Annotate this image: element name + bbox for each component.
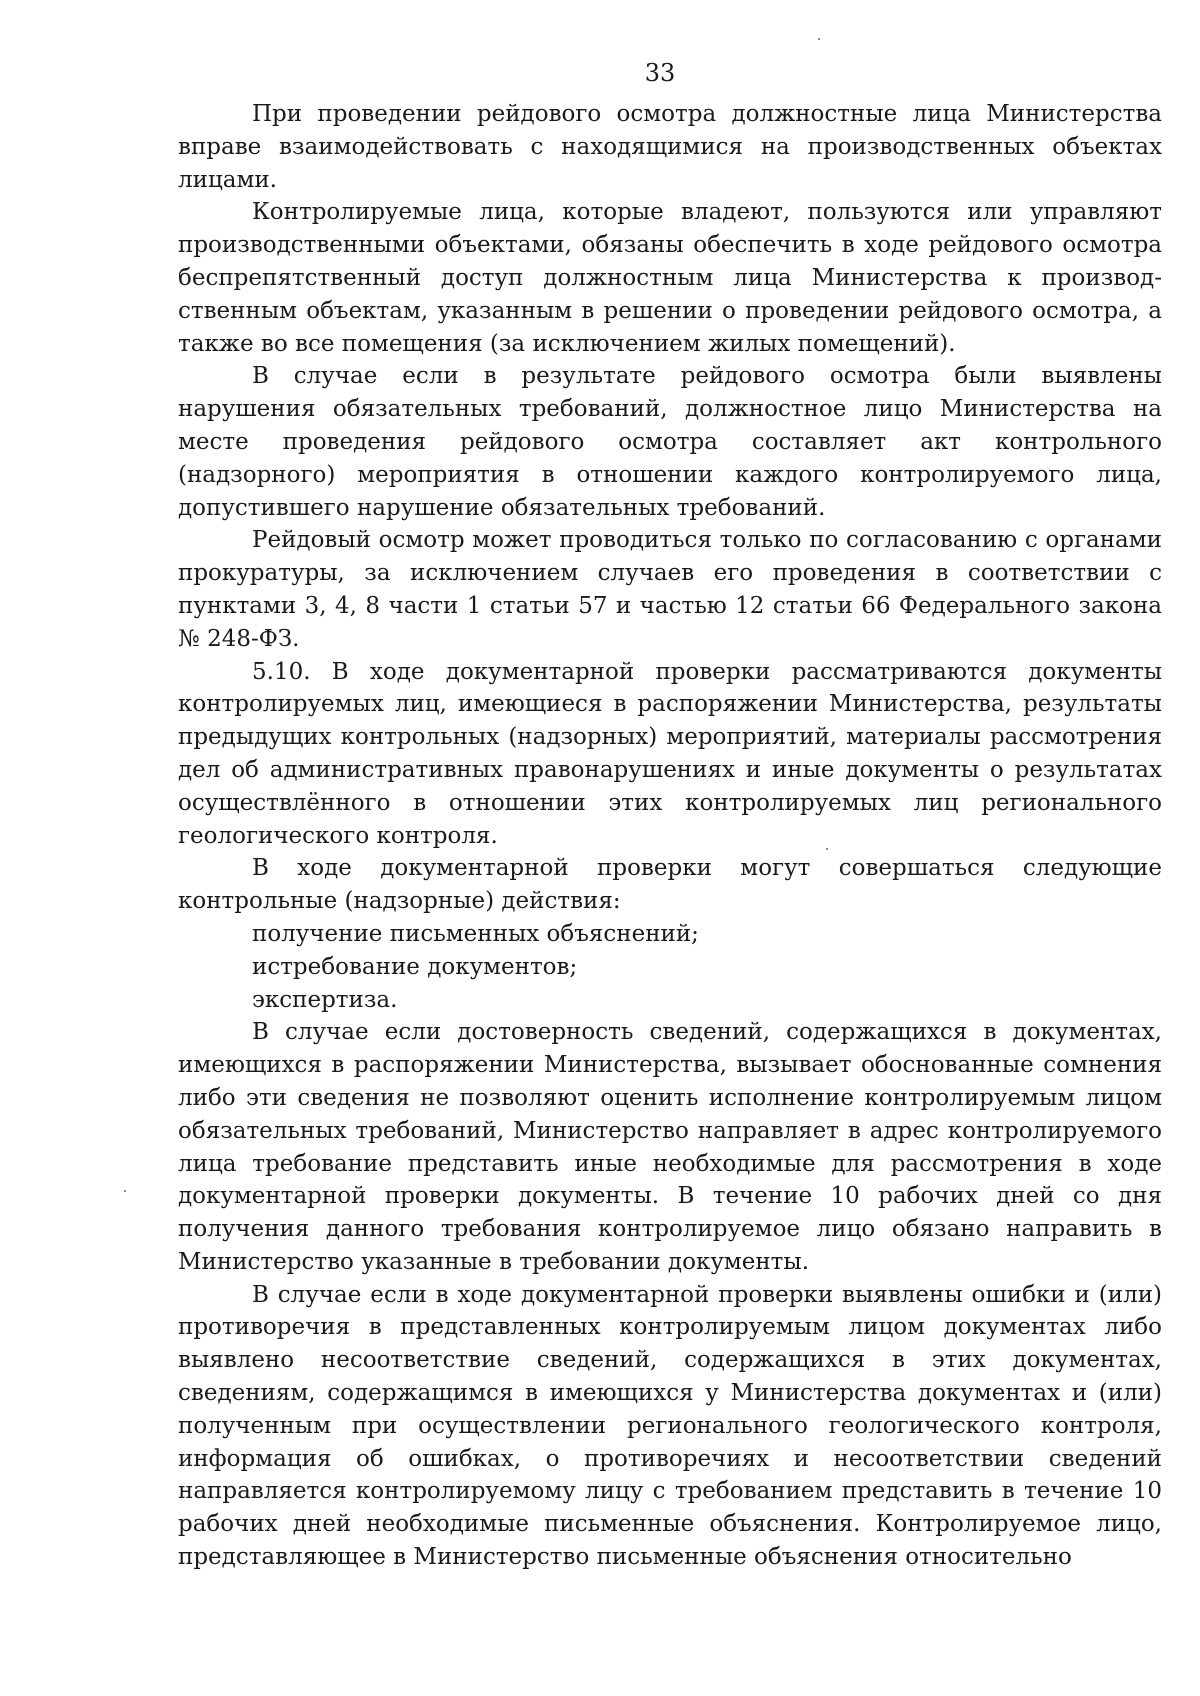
scan-speck: [818, 38, 820, 40]
list-item: экспертиза.: [252, 986, 398, 1013]
document-body: [178, 98, 1162, 1574]
paragraph-control-actions: В ходе документарной проверки могут совершаться следующие контрольные (надзорные) действия:: [178, 855, 1162, 915]
paragraph-raid-prosecutor: Рейдовый осмотр может проводиться только по согласованию с органами прокуратуры, за исключением случаев его проведения в соответствии с пунктами 3, 4, 8 части 1 статьи 57 и частью 12 статьи 66 Федерального закона № 248-ФЗ.: [178, 527, 1162, 652]
paragraph-raid-violations: В случае если в результате рейдового осмотра были выявлены нарушения обязательных требований, должностное лицо Министерства на месте проведения рейдового осмотра составляет акт контрольного (надзорного) мероприятия в отношении каждого контролируемого лица, допустившего нарушение обязательных требований.: [178, 363, 1162, 521]
page-number: 33: [644, 59, 676, 87]
paragraph-documentary-check: 5.10. В ходе документарной проверки рассматриваются документы контролируемых лиц, имеющиеся в распоряжении Министерства, результаты предыдущих контрольных (надзорных) мероприятий, материалы рассмотрения дел об административных правонарушениях и иные документы о результатах осуществлённого в отношении этих контролируемых лиц регионального геологического контроля.: [178, 658, 1162, 849]
paragraph-raid-interaction: При проведении рейдового осмотра должностные лица Министерства вправе взаимодействовать с находящимися на производственных объектах лицами.: [178, 101, 1162, 193]
list-item: получение письменных объяснений;: [252, 920, 699, 947]
paragraph-errors-contradictions: В случае если в ходе документарной проверки выявлены ошибки и (или) противоречия в представленных контролируемым лицом документах либо выявлено несоответствие сведений, содержащихся в этих документах, сведениям, содержащимся в имеющихся у Министерства документах и (или) полученным при осуществлении регионального геологического контроля, информация об ошибках, о противоречиях и несоответствии сведений направляется контролируемому лицу с требованием представить в течение 10 рабочих дней необходимые письменные объяснения. Контролируемое лицо, представляющее в Министерство письменные объяснения относительно: [178, 1281, 1162, 1571]
paragraph-raid-access: Контролируемые лица, которые владеют, пользуются или управляют производственными объектами, обязаны обеспечить в ходе рейдового осмотра беспрепятственный доступ должностным лица Министерства к производственным объектам, указанным в решении о проведении рейдового осмотра, а также во все помещения (за исключением жилых помещений).: [178, 199, 1162, 357]
scan-speck: [826, 848, 828, 850]
scan-speck: [124, 1190, 126, 1192]
paragraph-document-request: В случае если достоверность сведений, содержащихся в документах, имеющихся в распоряжении Министерства, вызывает обоснованные сомнения либо эти сведения не позволяют оценить исполнение контролируемым лицом обязательных требований, Министерство направляет в адрес контролируемого лица требование представить иные необходимые для рассмотрения в ходе документарной проверки документы. В течение 10 рабочих дней со дня получения данного требования контролируемое лицо обязано направить в Министерство указанные в требовании документы.: [178, 1019, 1162, 1275]
list-item: истребование документов;: [252, 953, 578, 980]
